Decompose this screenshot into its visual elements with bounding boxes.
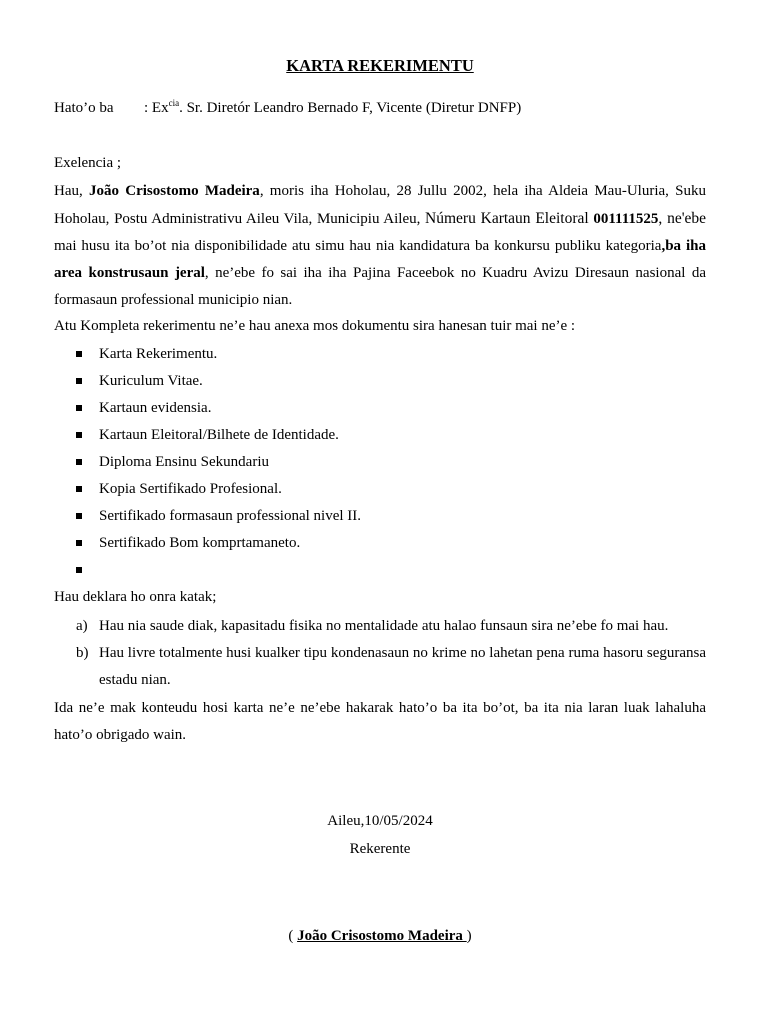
list-item	[54, 341, 706, 368]
bullet-icon	[76, 567, 82, 573]
bullet-icon	[76, 513, 82, 519]
body-text-5: , ne’ebe fo sai iha iha Pajina Faceebok no Kuadru Avizu Diresaun nasional da formasaun professional municipio nian.	[54, 265, 706, 308]
greeting: Exelencia ;	[54, 155, 122, 171]
list-item-text: Diploma Ensinu Sekundariu	[99, 454, 269, 470]
bullet-icon	[76, 351, 82, 357]
bullet-icon	[76, 432, 82, 438]
signature-name: João Crisostomo Madeira	[297, 928, 467, 944]
declaration-item	[54, 613, 706, 640]
declaration-list	[54, 613, 706, 694]
body-text-1: Hau,	[54, 183, 89, 199]
area-text: ,ba iha area konstrusaun jeral	[54, 238, 707, 281]
list-item	[54, 503, 706, 530]
list-item-text: Sertifikado formasaun professional nivel II.	[99, 508, 362, 524]
list-item	[54, 557, 706, 584]
body-text-2: , moris iha Hoholau, 28 Jullu 2002, hela iha Aldeia Mau-Uluria, Suku Hoholau, Postu Administrativu Aileu Vila, Municipiu Aileu,	[54, 183, 706, 227]
addressee-line	[54, 98, 706, 117]
addressee-label: Hato’o ba	[54, 100, 114, 116]
list-item	[54, 422, 706, 449]
list-item	[54, 449, 706, 476]
list-item	[54, 368, 706, 395]
place-date: Aileu,10/05/2024	[327, 813, 433, 829]
closing-paragraph: Ida ne’e mak konteudu hosi karta ne’e ne’ebe hakarak hato’o ba ita bo’ot, ba ita nia laran luak lahaluha hato’o obrigado wain.	[54, 700, 706, 743]
bullet-icon	[76, 459, 82, 465]
list-item-text: Kuriculum Vitae.	[99, 373, 203, 389]
addressee-superscript: cia	[168, 98, 180, 108]
card-number: 001111525	[593, 211, 659, 227]
signature-close: )	[466, 928, 472, 944]
body-text-3: , ne'ebe	[658, 210, 707, 227]
list-item-text: Kartaun Eleitoral/Bilhete de Identidade.	[99, 427, 339, 443]
list-item-text: Kartaun evidensia.	[99, 400, 212, 416]
list-item	[54, 530, 706, 557]
list-item	[54, 395, 706, 422]
bullet-icon	[76, 378, 82, 384]
bullet-icon	[76, 405, 82, 411]
signer-role: Rekerente	[349, 841, 411, 857]
declaration-text: Hau livre totalmente husi kualker tipu kondenasaun no krime no lahetan pena ruma hasoru seguransa estadu nian.	[99, 645, 706, 688]
body-paragraph	[54, 178, 706, 314]
addressee-prefix: : Ex	[144, 100, 169, 116]
applicant-name: João Crisostomo Madeira	[89, 183, 260, 199]
signature-block	[54, 928, 706, 945]
attachments-intro: Atu Kompleta rekerimentu ne’e hau anexa mos dokumentu sira hanesan tuir mai ne’e :	[54, 318, 576, 334]
list-item-text: Kopia Sertifikado Profesional.	[99, 481, 282, 497]
letter-title: KARTA REKERIMENTU	[286, 56, 474, 75]
bullet-icon	[76, 540, 82, 546]
declaration-intro: Hau deklara ho onra katak;	[54, 589, 217, 605]
attachments-list	[54, 341, 706, 584]
declaration-text: Hau nia saude diak, kapasitadu fisika no mentalidade atu halao funsaun sira ne’ebe fo mai hau.	[99, 618, 669, 634]
list-item-text: Sertifikado Bom komprtamaneto.	[99, 535, 301, 551]
declaration-marker: b)	[76, 645, 89, 661]
addressee-text: . Sr. Diretór Leandro Bernado F, Vicente (Diretur DNFP)	[179, 100, 522, 116]
signature-open: (	[288, 928, 298, 944]
list-item-text: Karta Rekerimentu.	[99, 346, 218, 362]
body-text-4: mai husu ita bo’ot nia disponibilidade atu simu hau nia kandidatura ba konkursu publiku kategoria	[54, 238, 662, 254]
card-number-label: Númeru Kartaun Eleitoral	[425, 210, 589, 227]
declaration-marker: a)	[76, 618, 88, 634]
list-item	[54, 476, 706, 503]
declaration-item	[54, 640, 706, 694]
bullet-icon	[76, 486, 82, 492]
